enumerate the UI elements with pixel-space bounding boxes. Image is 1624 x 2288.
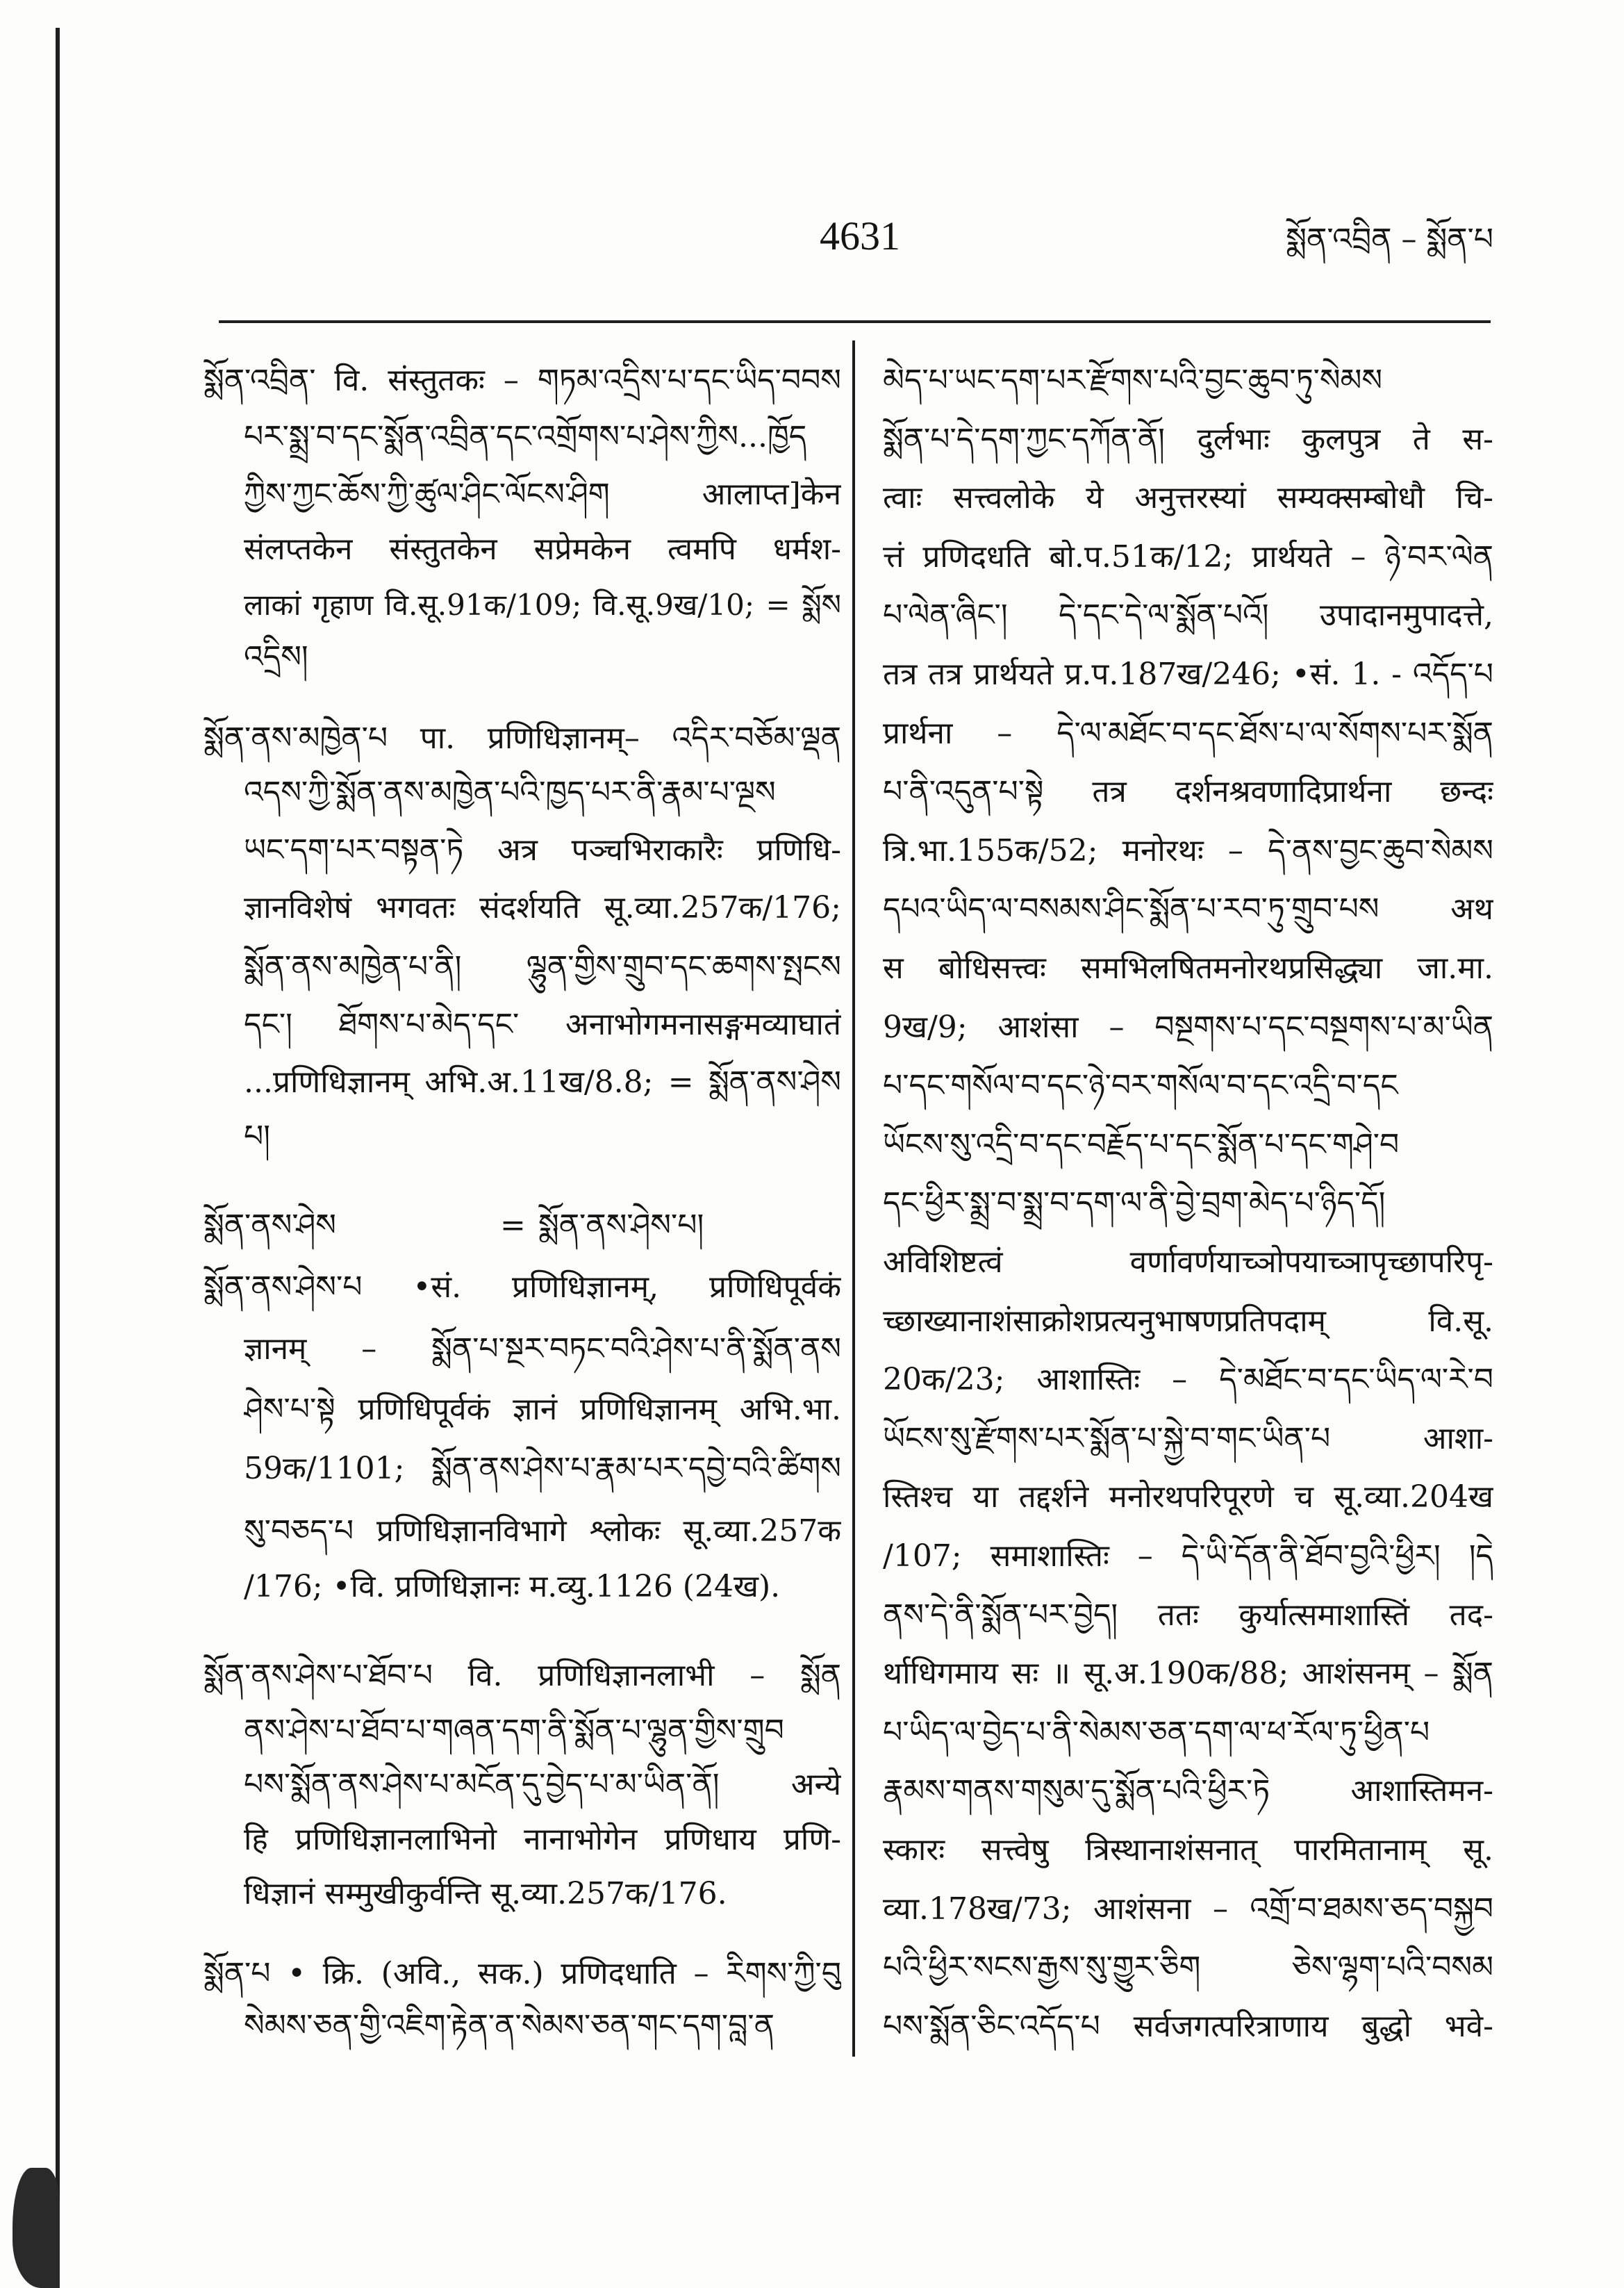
text-line: པ་ཡིད་ལ་བྱེད་པ་ནི་སེམས་ཅན་དག་ལ་ཕ་རོལ་ཏུ་ཕྱིན་པ [883, 1715, 1430, 1750]
text-line: མེད་པ་ཡང་དག་པར་རྫོགས་པའི་བྱང་ཆུབ་ཏུ་སེམས [883, 363, 1383, 398]
entry-line: སྨོན་ནས་ཤེས་པ་ཐོབ་པ वि. प्रणिधिज्ञानलाभी – སྨོན [204, 1658, 841, 1693]
text-line: स बोधिसत्त्वः समभिलषितमनोरथप्रसिद्ध्या जा.मा. [883, 950, 1493, 986]
text-line: ཡོངས་སུ་རྫོགས་པར་སྨོན་པ་སྐྱེ་བ་གང་ཡིན་པ आशा- [883, 1421, 1493, 1456]
text-line: སྨོན་ནས་མཁྱེན་པ་ནི། ལྷུན་གྱིས་གྲུབ་དང་ཆགས་སྤངས [244, 949, 841, 985]
text-line: ཤེས་པ་སྟེ प्रणिधिपूर्वकं ज्ञानं प्रणिधिज्ञानम् अभि.भा. [244, 1392, 841, 1427]
text-line: अविशिष्टत्वं वर्णावर्णयाच्ञोपयाच्ञापृच्छापरिपृ- [883, 1244, 1493, 1280]
text-line: ज्ञानम् – སྨོན་པ་སྔར་བཏང་བའི་ཤེས་པ་ནི་སྨོན་ནས [244, 1331, 841, 1367]
text-line: ནས་དེ་ནི་སྨོན་པར་བྱེད། ततः कुर्यात्समाशास्तिं तद- [883, 1597, 1493, 1633]
text-line: हि प्रणिधिज्ञानलाभिनो नानाभोगेन प्रणिधाय प्रणि- [244, 1822, 841, 1857]
text-line: ཡང་དག་པར་བསྟན་ཏེ अत्र पञ्चभिराकारैः प्रणिधि- [244, 832, 841, 868]
text-line: པ་ནི་འདུན་པ་སྟེ तत्र दर्शनश्रवणादिप्रार्थना छन्दः [883, 774, 1493, 809]
text-line: སུ་བཅད་པ प्रणिधिज्ञानविभागे श्लोकः सू.व्या.257क [244, 1513, 841, 1549]
scan-smudge [13, 2168, 60, 2288]
text-line: त्रि.भा.155क/52; मनोरथः – དེ་ནས་བྱང་ཆུབ་སེམས [883, 833, 1493, 869]
text-line: च्छाख्यानाशंसाक्रोशप्रत्यनुभाषणप्रतिपदाम् वि.सू. [883, 1303, 1493, 1339]
text-line: स्कारः सत्त्वेषु त्रिस्थानाशंसनात् पारमितानाम् सू. [883, 1832, 1493, 1868]
text-line: र्थाधिगमाय सः ॥ सू.अ.190क/88; आशंसनम् – སྨོན [883, 1656, 1493, 1691]
page-number: 4631 [820, 213, 900, 258]
entry-line: སྨོན་ནས་ཤེས་པ •सं. प्रणिधिज्ञानम्, प्रणिधिपूर्वकं [204, 1269, 841, 1305]
text-line: /107; समाशास्तिः – དེ་ཡི་དོན་ནི་ཐོབ་བྱའི་ཕྱིར། །དེ [883, 1538, 1493, 1574]
text-line: व्या.178ख/73; आशंसना – འགྲོ་བ་ཐམས་ཅད་བསྐྱབ [883, 1891, 1493, 1927]
text-line: འདས་ཀྱི་སྨོན་ནས་མཁྱེན་པའི་ཁྱད་པར་ནི་རྣམ་པ་ལྔས [244, 775, 776, 810]
xref-equals-sign: = [500, 1208, 526, 1243]
text-line: संलप्तकेन संस्तुतकेन सप्रेमकेन त्वमपि धर्मश- [244, 532, 841, 567]
text-line: དཔའ་ཡིད་ལ་བསམས་ཤིང་སྨོན་པ་རབ་ཏུ་གྲུབ་པས अथ [883, 891, 1493, 927]
xref-headword: སྨོན་ནས་ཤེས [204, 1208, 337, 1243]
text-line: པས་སྨོན་ནས་ཤེས་པ་མངོན་དུ་བྱེད་པ་མ་ཡིན་ནོ། अन्ये [244, 1767, 841, 1802]
text-line: ...प्रणिधिज्ञानम् अभि.अ.11ख/8.8; = སྨོན་ནས་ཤེས [244, 1064, 841, 1100]
text-line: དང་ཕྱིར་སྨྲ་བ་སྨྲ་བ་དག་ལ་ནི་བྱེ་བྲག་མེད་པ་ཉིད་དོ། [883, 1185, 1386, 1221]
text-line: 9ख/9; आशंसा – བསྔགས་པ་དང་བསྔགས་པ་མ་ཡིན [883, 1010, 1493, 1045]
text-line: རྣམས་གནས་གསུམ་དུ་སྨོན་པའི་ཕྱིར་ཏེ आशास्तिमन- [883, 1773, 1493, 1809]
text-line: 59क/1101; སྨོན་ནས་ཤེས་པ་རྣམ་པར་དབྱེ་བའི་ཚིགས [244, 1451, 841, 1486]
text-line: स्तिश्च या तद्दर्शने मनोरथपरिपूरणे च सू.व्या.204ख [883, 1479, 1493, 1515]
xref-target: སྨོན་ནས་ཤེས་པ། [538, 1208, 704, 1243]
entry-line: སྨོན་པ • क्रि. (अवि., सक.) प्रणिदधाति – རིགས་ཀྱི་བུ [204, 1956, 841, 1991]
text-line: तत्र तत्र प्रार्थयते प्र.प.187ख/246; •सं. 1. - འདོད་པ [883, 657, 1493, 692]
entry-line: སྨོན་ནས་མཁྱེན་པ पा. प्रणिधिज्ञानम्– འདིར་བཅོམ་ལྡན [204, 721, 841, 756]
text-line: 20क/23; आशास्तिः – དེ་མཐོང་བ་དང་ཡིད་ལ་རེ་བ [883, 1362, 1493, 1397]
text-line: པས་སྨོན་ཅིང་འདོད་པ सर्वजगत्परित्राणाय बुद्धो भवे- [883, 2009, 1493, 2044]
column-divider [852, 340, 855, 2057]
text-line: त्तं प्रणिदधति बो.प.51क/12; प्रार्थयते – ཉེ་བར་ལེན [883, 539, 1493, 575]
text-line: ཡོངས་སུ་འདྲི་བ་དང་བརྗོད་པ་དང་སྨོན་པ་དང་གཤེ་བ [883, 1127, 1400, 1162]
text-line: སེམས་ཅན་གྱི་འཇིག་རྟེན་ན་སེམས་ཅན་གང་དག་བླ་ན [244, 2008, 774, 2043]
text-line: པ་དང་གསོལ་བ་དང་ཉེ་བར་གསོལ་བ་དང་འདྲི་བ་དང [883, 1068, 1398, 1103]
text-line: སྨོན་པ་དེ་དག་ཀྱང་དཀོན་ནོ། दुर्लभाः कुलपुत्र ते स- [883, 422, 1493, 457]
text-line: ཀྱིས་ཀྱང་ཆོས་ཀྱི་ཚུལ་ཤིང་ལོངས་ཤིག आलाप्त]केन [244, 477, 841, 512]
text-line: པའི་ཕྱིར་སངས་རྒྱས་སུ་གྱུར་ཅིག ཅེས་ལྷག་པའི་བསམ [883, 1950, 1493, 1985]
text-line: པ་ལེན་ཞིང་། དེ་དང་དེ་ལ་སྨོན་པའོ། उपादानमुपादत्ते, [883, 598, 1493, 633]
header-rule [219, 320, 1491, 323]
text-line: प्रार्थना – དེ་ལ་མཐོང་བ་དང་ཐོས་པ་ལ་སོགས་པར་སྨོན [883, 716, 1493, 751]
text-line: པར་སྨྲ་བ་དང་སྨོན་འབྲིན་དང་འགྲོགས་པ་ཤེས་ཀྱིས...ཁྱོད [244, 419, 807, 454]
text-line: ज्ञानविशेषं भगवतः संदर्शयति सू.व्या.257क/176; [244, 890, 841, 925]
running-head: སྨོན་འབྲིན – སྨོན་པ [1286, 222, 1493, 257]
text-line: त्वाः सत्त्वलोके ये अनुत्तरस्यां सम्यक्सम्बोधौ चि- [883, 480, 1493, 516]
scan-edge-line [56, 28, 60, 2203]
text-line: འདྲིས། [244, 639, 308, 675]
text-line: /176; •वि. प्रणिधिज्ञानः म.व्यु.1126 (24ख). [244, 1569, 781, 1604]
text-line: ནས་ཤེས་པ་ཐོབ་པ་གཞན་དག་ནི་སྨོན་པ་ལྷུན་གྱིས་གྲུབ [244, 1713, 784, 1748]
text-line: དང་། ཐོགས་པ་མེད་དང་ अनाभोगमनासङ्गमव्याघातं [244, 1007, 841, 1042]
text-line: པ། [244, 1119, 270, 1154]
entry-line: སྨོན་འབྲིན་ वि. संस्तुतकः – གཏམ་འདྲིས་པ་དང་ཡིད་བབས [204, 363, 841, 398]
text-line: लाकां गृहाण वि.सू.91क/109; वि.सू.9ख/10; = སྨོས [244, 588, 841, 622]
text-line: धिज्ञानं सम्मुखीकुर्वन्ति सू.व्या.257क/176. [244, 1876, 727, 1911]
